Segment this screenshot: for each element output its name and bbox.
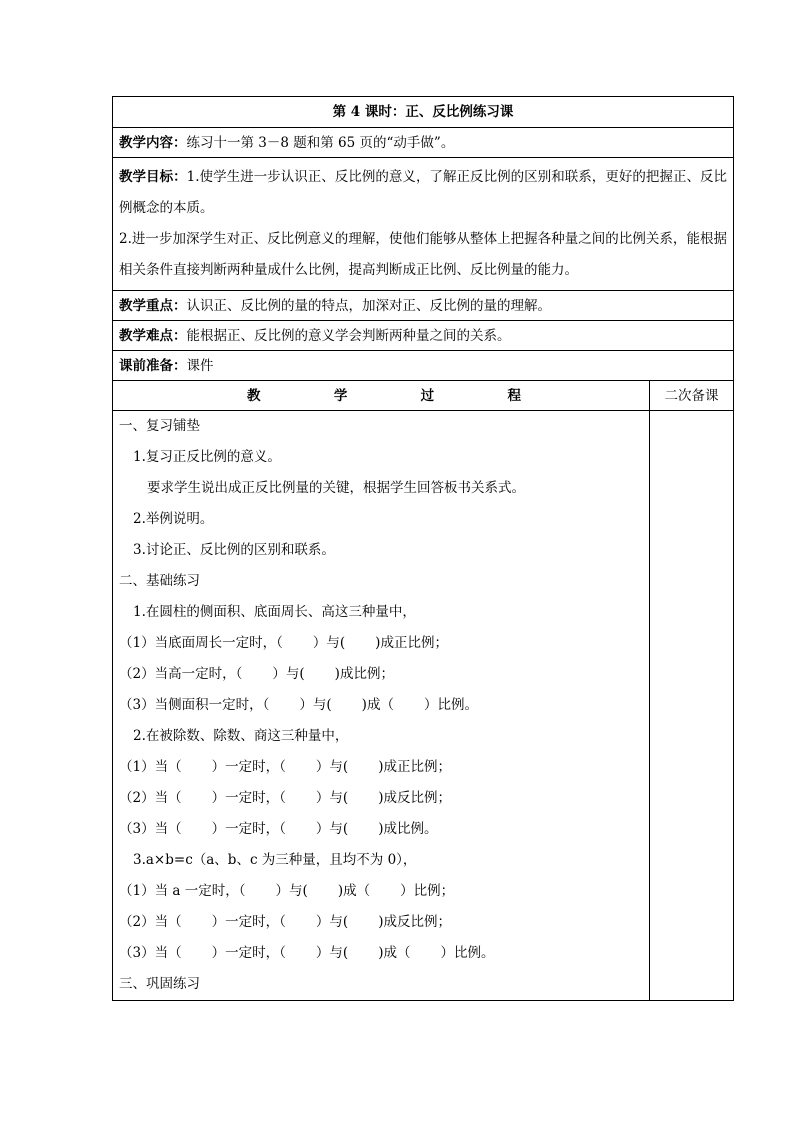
- preparation-row: [113, 351, 734, 381]
- process-header-1: 教: [247, 387, 261, 404]
- process-line: （1）当 a 一定时，（ ）与( )成（ ）比例；: [119, 883, 455, 899]
- difficulties-row: [113, 321, 734, 351]
- goals-label: 教学目标：: [119, 169, 187, 185]
- process-line: （2）当（ ）一定时，（ ）与( )成反比例；: [119, 790, 451, 806]
- process-line: （2）当（ ）一定时，（ ）与( )成反比例；: [119, 914, 451, 930]
- second-prep-column: [650, 411, 734, 1001]
- preparation-text: 课件: [186, 357, 214, 374]
- process-header-3: 过: [420, 387, 435, 404]
- content-label: 教学内容：: [119, 134, 187, 151]
- process-line: 2.在被除数、除数、商这三种量中，: [133, 728, 349, 744]
- process-line: （2）当高一定时，（ ）与( )成比例；: [119, 666, 394, 682]
- lesson-plan: [112, 96, 733, 1001]
- process-line: 1.在圆柱的侧面积、底面周长、高这三种量中，: [133, 604, 416, 620]
- key-points-label: 教学重点：: [119, 297, 187, 314]
- key-points-text: 认识正、反比例的量的特点，加深对正、反比例的量的理解。: [186, 297, 551, 314]
- key-points-row: [113, 291, 734, 321]
- process-line: 一、复习铺垫: [119, 418, 200, 434]
- process-line: 1.复习正反比例的意义。: [133, 449, 281, 465]
- process-line: （3）当（ ）一定时，（ ）与( )成比例。: [119, 821, 438, 837]
- lesson-title: 第 4 课时：正、反比例练习课: [113, 97, 734, 128]
- content-text: 练习十一第 3－8 题和第 65 页的“动手做”。: [186, 134, 455, 151]
- process-line: 要求学生说出成正反比例量的关键，根据学生回答板书关系式。: [147, 480, 525, 496]
- second-prep-header: 二次备课: [650, 381, 734, 411]
- process-line: （3）当（ ）一定时，（ ）与( )成（ ）比例。: [119, 945, 495, 961]
- process-line: 三、巩固练习: [119, 976, 200, 992]
- process-line: （1）当（ ）一定时，（ ）与( )成正比例；: [119, 759, 451, 775]
- process-line: 3.a×b=c（a、b、c 为三种量，且均不为 0），: [133, 852, 417, 868]
- difficulties-text: 能根据正、反比例的意义学会判断两种量之间的关系。: [186, 327, 511, 344]
- process-line: 3.讨论正、反比例的区别和联系。: [133, 542, 335, 558]
- process-line: 二、基础练习: [119, 573, 200, 589]
- difficulties-label: 教学难点：: [119, 327, 187, 344]
- process-body: [113, 411, 650, 1001]
- process-header-2: 学: [333, 387, 348, 404]
- process-header: [113, 381, 650, 411]
- goals-p2: 2.进一步加深学生对正、反比例意义的理解，使他们能够从整体上把握各种量之间的比例关系，能根据相关条件直接判断两种量成什么比例，提高判断成正比例、反比例量的能力。: [119, 231, 728, 278]
- goals-row: [113, 158, 734, 291]
- lesson-plan-table: [112, 96, 734, 1001]
- goals-p1: 1.使学生进一步认识正、反比例的意义，了解正反比例的区别和联系，更好的把握正、反比例概念的本质。: [119, 169, 728, 216]
- process-line: （1）当底面周长一定时，（ ）与( )成正比例；: [119, 635, 448, 651]
- preparation-label: 课前准备：: [119, 357, 187, 374]
- process-header-4: 程: [507, 387, 521, 404]
- process-line: 2.举例说明。: [133, 511, 214, 527]
- process-line: （3）当侧面积一定时，（ ）与( )成（ ）比例。: [119, 697, 478, 713]
- content-row: [113, 128, 734, 158]
